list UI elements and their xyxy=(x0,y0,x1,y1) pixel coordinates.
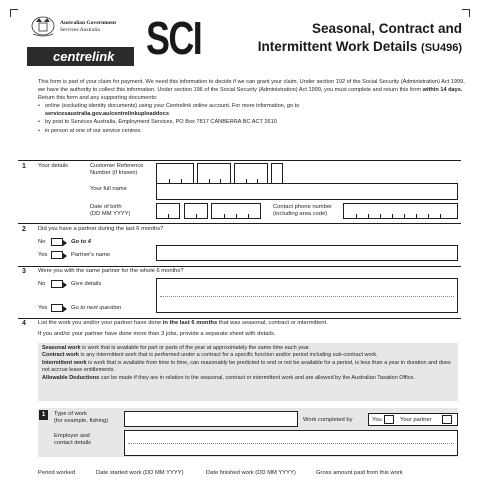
give-details-field[interactable] xyxy=(156,278,458,313)
question-number-2: 2 xyxy=(22,226,26,233)
q3-yes-checkbox[interactable] xyxy=(51,304,63,312)
phone-label xyxy=(273,204,332,218)
return-option-online-text: online (excluding identity documents) using your Centrelink online account. For more information, go to xyxy=(45,103,300,110)
q3-no-label: No xyxy=(38,281,46,287)
date-finished-label: Date finished work (DD MM YYYY) xyxy=(206,470,296,476)
phone-label-line-1: Contact phone number xyxy=(273,204,332,210)
employer-label xyxy=(54,433,91,447)
title-form-code: (SU496) xyxy=(421,42,462,54)
date-started-label: Date started work (DD MM YYYY) xyxy=(96,470,184,476)
title-line-2 xyxy=(232,38,462,57)
q3-question: Were you with the same partner for the whole 6 months? xyxy=(38,268,184,274)
q4-instruction-2: If you and/or your partner have done more than 3 jobs, provide a separate sheet with details. xyxy=(38,331,276,337)
full-name-label: Your full name xyxy=(90,186,127,192)
q3-no-checkbox[interactable] xyxy=(51,280,63,288)
section-divider-2 xyxy=(18,223,461,224)
def-allowable xyxy=(42,375,454,382)
give-details-label: Give details xyxy=(71,281,102,287)
return-line: Return this form and any supporting documents: xyxy=(38,95,158,102)
type-of-work-field[interactable] xyxy=(124,411,298,427)
q2-no-goto: Go to 4 xyxy=(71,239,91,245)
dob-label xyxy=(90,204,130,218)
employer-details-field[interactable] xyxy=(124,430,458,456)
dob-year-field[interactable] xyxy=(211,203,261,219)
type-of-work-label-line-1: Type of work xyxy=(54,411,87,417)
def-seasonal-text: is work that is available for part or parts of the year at approximately the same time each year. xyxy=(82,345,311,351)
form-code-big: SCI xyxy=(146,12,202,64)
q4-instruction-bold: in the last 6 months xyxy=(162,320,218,326)
question-number-4: 4 xyxy=(22,320,26,327)
crn-label xyxy=(90,163,143,177)
q2-yes-label: Yes xyxy=(38,252,48,258)
crn-field-part-3[interactable] xyxy=(234,163,268,184)
return-option-in-person: • in person at one of our service centres. xyxy=(38,127,468,135)
crn-label-line-2: Number (if known) xyxy=(90,170,138,176)
completed-by-you-label: You xyxy=(372,417,382,423)
dob-day-field[interactable] xyxy=(156,203,180,219)
def-seasonal xyxy=(42,345,454,352)
section-divider-3 xyxy=(18,266,461,267)
coat-of-arms-icon xyxy=(30,14,56,38)
centrelink-logo: centrelink xyxy=(27,47,134,66)
intro-para xyxy=(38,78,468,94)
gov-line-2: Services Australia xyxy=(60,27,100,33)
phone-label-line-2: (including area code) xyxy=(273,211,328,217)
def-allowable-term: Allowable Deductions xyxy=(42,374,100,381)
q2-no-checkbox[interactable] xyxy=(51,238,63,246)
crn-field-part-2[interactable] xyxy=(197,163,231,184)
crn-field-part-1[interactable] xyxy=(156,163,194,184)
crop-mark-top-right xyxy=(462,9,470,17)
q2-yes-checkbox[interactable] xyxy=(51,251,63,259)
dob-label-line-1: Date of birth xyxy=(90,204,122,210)
q2-no-label: No xyxy=(38,239,46,245)
phone-field[interactable] xyxy=(343,203,458,219)
dob-month-field[interactable] xyxy=(184,203,208,219)
def-intermittent xyxy=(42,360,454,375)
upload-docs-link[interactable]: servicesaustralia.gov.au/centrelinkuploaddocs xyxy=(45,111,169,118)
dob-label-line-2: (DD MM YYYY) xyxy=(90,211,131,217)
section-divider-4 xyxy=(18,318,461,319)
page-title xyxy=(232,20,462,57)
partner-name-label: Partner's name xyxy=(71,252,111,258)
def-contract-term: Contract work xyxy=(42,352,79,359)
details-line xyxy=(160,296,454,297)
return-option-post: • by post to Services Australia, Employment Services, PO Box 7817 CANBERRA BC ACT 2610 xyxy=(38,118,468,126)
type-of-work-label xyxy=(54,411,108,425)
q2-question: Did you have a partner during the last 6 months? xyxy=(38,226,164,232)
period-worked-label: Period worked xyxy=(38,470,76,476)
section-divider-1 xyxy=(18,160,461,161)
employer-line xyxy=(128,443,454,444)
gross-amount-label: Gross amount paid from this work xyxy=(316,470,403,476)
completed-by-you-checkbox[interactable] xyxy=(384,415,394,424)
q3-yes-goto: Go to next question xyxy=(71,305,122,311)
crop-mark-top-left xyxy=(10,9,18,17)
intro-para-bold: within 14 days. xyxy=(422,87,463,94)
title-line-1: Seasonal, Contract and xyxy=(311,21,462,36)
gov-line-1: Australian Government xyxy=(60,20,117,26)
crn-field-check-char[interactable] xyxy=(271,163,283,184)
work-completed-by-label: Work completed by xyxy=(303,417,353,423)
question-number-3: 3 xyxy=(22,268,26,275)
type-of-work-label-line-2: (for example, fishing) xyxy=(54,418,109,424)
def-seasonal-term: Seasonal work xyxy=(42,345,81,351)
intro-text xyxy=(38,78,468,135)
intro-para-text: This form is part of your claim for payment. We need this information to decide if we can grant your claim. Under section 192 of the Social Security (Administration) Act 1999, we have the authority to collect this information. Under section 196 of the Social Security (Administration) Act 1999, you must complete and return this form xyxy=(38,79,465,94)
q3-yes-label: Yes xyxy=(38,305,48,311)
def-contract-text: is any intermittent work that is performed under a contract for a specific function and/or period including sub-contract work. xyxy=(80,352,378,359)
question-number-1: 1 xyxy=(22,163,26,170)
def-intermittent-term: Intermittent work xyxy=(42,359,87,366)
q4-instruction-1 xyxy=(38,320,458,327)
full-name-field[interactable] xyxy=(156,183,458,200)
job-number-badge: 1 xyxy=(39,410,48,420)
completed-by-partner-label: Your partner xyxy=(400,417,432,423)
q1-label: Your details xyxy=(38,163,69,169)
return-options-list xyxy=(38,102,468,134)
crn-label-line-1: Customer Reference xyxy=(90,163,144,169)
partner-name-field[interactable] xyxy=(156,245,458,261)
def-allowable-text: can be made if they are in relation to the seasonal, contract or intermittent work and are allowed by the Australian Taxation Office. xyxy=(100,374,416,381)
q4-instruction-text: List the work you and/or your partner have done xyxy=(38,320,162,326)
return-option-online xyxy=(38,102,468,118)
def-intermittent-text: is work that is available from time to time, can reasonably be predicted to end or not be available for a period, is less than a year in duration and does not accrue leave entitlements. xyxy=(42,359,451,374)
definitions-box xyxy=(38,343,458,401)
completed-by-partner-checkbox[interactable] xyxy=(442,415,452,424)
title-text-2: Intermittent Work Details xyxy=(257,39,418,54)
def-contract xyxy=(42,352,454,359)
q4-instruction-text-end: that was seasonal, contract or intermittent. xyxy=(218,320,328,326)
employer-label-line-2: contact details xyxy=(54,440,92,446)
employer-label-line-1: Employer and xyxy=(54,433,90,439)
